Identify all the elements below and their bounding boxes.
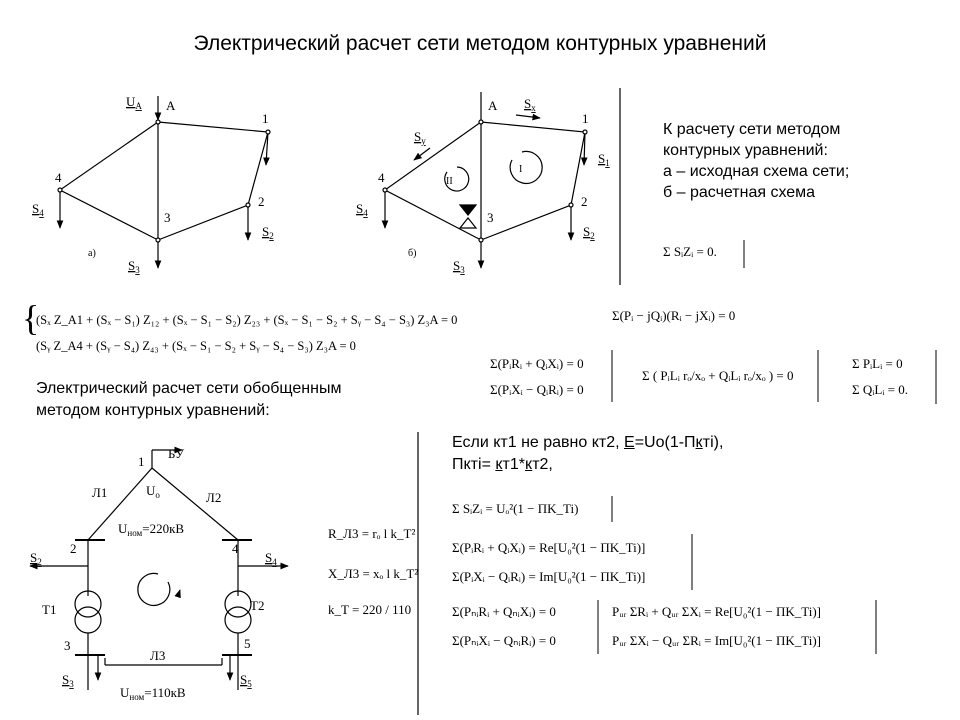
unom-220-label: $U_{ном}=220кВ$ bbox=[118, 521, 185, 538]
network-diagram-a bbox=[58, 96, 270, 268]
t1-winding-2 bbox=[75, 607, 101, 633]
t1-label: Т1 bbox=[42, 602, 57, 617]
svg-text:Pᵤᵣ ΣRᵢ + Qᵤᵣ ΣXᵢ = Re[U₀²(1 −: Pᵤᵣ ΣRᵢ + Qᵤᵣ ΣXᵢ = Re[U₀²(1 − ПK_Ti)] bbox=[612, 604, 821, 619]
svg-text:Σ(PᵢRᵢ + QᵢXᵢ) = Re[U₀²(1 − ПK: Σ(PᵢRᵢ + QᵢXᵢ) = Re[U₀²(1 − ПK_Ti)] bbox=[452, 540, 646, 555]
formula-gen-6-7 bbox=[612, 600, 876, 654]
sy-arrow bbox=[414, 148, 430, 160]
formula-lin bbox=[642, 350, 818, 402]
source-triangle-down bbox=[460, 205, 476, 215]
formula-xl bbox=[328, 566, 418, 581]
formula-gen-4-5 bbox=[452, 600, 598, 654]
condition-line-1: Если кт1 не равно кт2, E=Uо(1-Пктi), bbox=[452, 434, 724, 451]
svg-text:Σ(Pᵢ − jQᵢ)(Rᵢ − jXᵢ) = 0: Σ(Pᵢ − jQᵢ)(Rᵢ − jXᵢ) = 0 bbox=[612, 308, 736, 323]
formula-gen-1 bbox=[452, 496, 612, 522]
s2-label: $S_2$ bbox=[262, 224, 274, 241]
svg-text:X_Л3 = xₒ l k_T²: X_Л3 = xₒ l k_T² bbox=[328, 566, 419, 581]
svg-text:Σ(PₙᵢXᵢ − QₙᵢRᵢ) = 0: Σ(PₙᵢXᵢ − QₙᵢRᵢ) = 0 bbox=[452, 633, 556, 648]
node-a-label: A bbox=[488, 98, 498, 113]
subtitle-line: методом контурных уравнений: bbox=[36, 402, 270, 419]
line-l3-label: Л3 bbox=[150, 648, 166, 663]
svg-text:Σ(PᵢXᵢ − QᵢRᵢ) = 0: Σ(PᵢXᵢ − QᵢRᵢ) = 0 bbox=[490, 382, 584, 397]
svg-text:Σ SᵢZᵢ = 0.: Σ SᵢZᵢ = 0. bbox=[663, 244, 717, 259]
sx-label: $S_x$ bbox=[524, 96, 536, 113]
svg-text:Σ(PᵢRᵢ + QᵢXᵢ) = 0: Σ(PᵢRᵢ + QᵢXᵢ) = 0 bbox=[490, 356, 584, 371]
formula-sum-sz bbox=[663, 240, 744, 268]
network-diagram-b bbox=[383, 92, 587, 268]
ua-label: $U_A$ bbox=[126, 94, 142, 111]
node-1-label: 1 bbox=[138, 454, 145, 469]
s1-label: $S_1$ bbox=[598, 151, 610, 168]
node-4-label: 4 bbox=[378, 170, 385, 185]
svg-text:Pᵤᵣ ΣXᵢ − Qᵤᵣ ΣRᵢ = Im[U₀²(1 −: Pᵤᵣ ΣXᵢ − Qᵤᵣ ΣRᵢ = Im[U₀²(1 − ПK_Ti)] bbox=[612, 633, 821, 648]
line-l2-label: Л2 bbox=[206, 490, 222, 505]
s4-label: $S_4$ bbox=[356, 201, 368, 218]
formula-kt bbox=[328, 602, 411, 617]
t2-winding-2 bbox=[225, 607, 251, 633]
s3-label: $S_3$ bbox=[453, 258, 465, 275]
s5-label: $S_5$ bbox=[240, 672, 252, 689]
formula-pq-complex bbox=[612, 308, 735, 323]
svg-text:R_Л3 = rₒ l k_T²: R_Л3 = rₒ l k_T² bbox=[328, 526, 416, 541]
formula-pr-system bbox=[490, 350, 612, 402]
node-5-label: 5 bbox=[244, 636, 251, 651]
s4-label: $S_4$ bbox=[265, 550, 277, 567]
s2-label: $S_2$ bbox=[583, 224, 595, 241]
loop-i-label: I bbox=[519, 164, 523, 175]
node-1-label: 1 bbox=[262, 111, 269, 126]
source-triangle-up bbox=[460, 218, 476, 228]
node-3-label: 3 bbox=[487, 210, 494, 225]
svg-text:Σ SᵢZᵢ = Uₒ²(1 − ПK_Ti): Σ SᵢZᵢ = Uₒ²(1 − ПK_Ti) bbox=[452, 501, 579, 516]
svg-text:Σ PᵢLᵢ = 0: Σ PᵢLᵢ = 0 bbox=[852, 356, 903, 371]
caption-line: К расчету сети методом bbox=[663, 121, 841, 138]
subtitle-line: Электрический расчет сети обобщенным bbox=[36, 380, 342, 397]
svg-text:Σ ( PᵢLᵢ rₒ/xₒ + QᵢLᵢ rₒ/xₒ ): Σ ( PᵢLᵢ rₒ/xₒ + QᵢLᵢ rₒ/xₒ ) = 0 bbox=[642, 368, 794, 383]
uo-label: $U_o$ bbox=[146, 483, 160, 500]
node-4-label: 4 bbox=[232, 541, 239, 556]
s3-label: $S_3$ bbox=[128, 258, 140, 275]
node-a-label: A bbox=[166, 98, 176, 113]
node-1-label: 1 bbox=[582, 111, 589, 126]
diagram-c-labels bbox=[30, 446, 277, 702]
formula-pl-system bbox=[852, 350, 936, 404]
formula-rl bbox=[328, 526, 415, 541]
svg-text:k_T = 220 / 110: k_T = 220 / 110 bbox=[328, 602, 412, 617]
t2-label: Т2 bbox=[250, 598, 265, 613]
sy-label: $S_y$ bbox=[414, 129, 426, 146]
s2-label: $S_2$ bbox=[30, 550, 42, 567]
svg-text:Σ QᵢLᵢ = 0.: Σ QᵢLᵢ = 0. bbox=[852, 382, 908, 397]
line-l1-label: Л1 bbox=[92, 485, 108, 500]
s3-label: $S_3$ bbox=[62, 672, 74, 689]
svg-text:Σ(PₙᵢRᵢ + QₙᵢXᵢ) = 0: Σ(PₙᵢRᵢ + QₙᵢXᵢ) = 0 bbox=[452, 604, 556, 619]
formula-system bbox=[22, 298, 457, 354]
node-3-label: 3 bbox=[64, 638, 71, 653]
node-3-label: 3 bbox=[164, 210, 171, 225]
node-2-label: 2 bbox=[258, 194, 265, 209]
unom-110-label: $U_{ном}=110кВ$ bbox=[120, 685, 186, 702]
s4-label: $S_4$ bbox=[32, 201, 44, 218]
system-brace: { bbox=[22, 298, 40, 338]
caption-line: б – расчетная схема bbox=[663, 184, 816, 201]
diagram-b-caption: б) bbox=[408, 248, 417, 259]
bu-label: БУ bbox=[168, 446, 185, 461]
node-4-label: 4 bbox=[55, 170, 62, 185]
node-2-label: 2 bbox=[581, 194, 588, 209]
node-2-label: 2 bbox=[70, 541, 77, 556]
svg-text:(Sₓ Z_A1 + (Sₓ − S₁) Z₁₂ + (Sₓ: (Sₓ Z_A1 + (Sₓ − S₁) Z₁₂ + (Sₓ − S₁ − S₂) Z₂₃ + (Sₓ − S₁ − S₂ + Sᵧ − S₄ − S₃) Z₃A = 0 bbox=[36, 313, 458, 327]
formula-gen-2-3 bbox=[452, 534, 692, 590]
page-title: Электрический расчет сети методом контурных уравнений bbox=[193, 32, 767, 55]
caption-line: контурных уравнений: bbox=[663, 142, 828, 159]
condition-line-2: Пктi= кт1*кт2, bbox=[452, 456, 553, 473]
circulation-arc bbox=[138, 573, 170, 605]
svg-text:Σ(PᵢXᵢ − QᵢRᵢ) = Im[U₀²(1 − ПK: Σ(PᵢXᵢ − QᵢRᵢ) = Im[U₀²(1 − ПK_Ti)] bbox=[452, 569, 646, 584]
loop-i-arc bbox=[510, 151, 542, 183]
svg-text:(Sᵧ Z_A4 + (Sᵧ − S₄) Z₄₃ + (Sₓ: (Sᵧ Z_A4 + (Sᵧ − S₄) Z₄₃ + (Sₓ − S₁ − S₂ + Sᵧ − S₄ − S₃) Z₃A = 0 bbox=[36, 339, 356, 353]
loop-ii-label: II bbox=[446, 176, 453, 187]
diagram-a-caption: а) bbox=[88, 248, 96, 259]
caption-line: а – исходная схема сети; bbox=[663, 163, 850, 180]
sx-arrow bbox=[516, 115, 540, 118]
